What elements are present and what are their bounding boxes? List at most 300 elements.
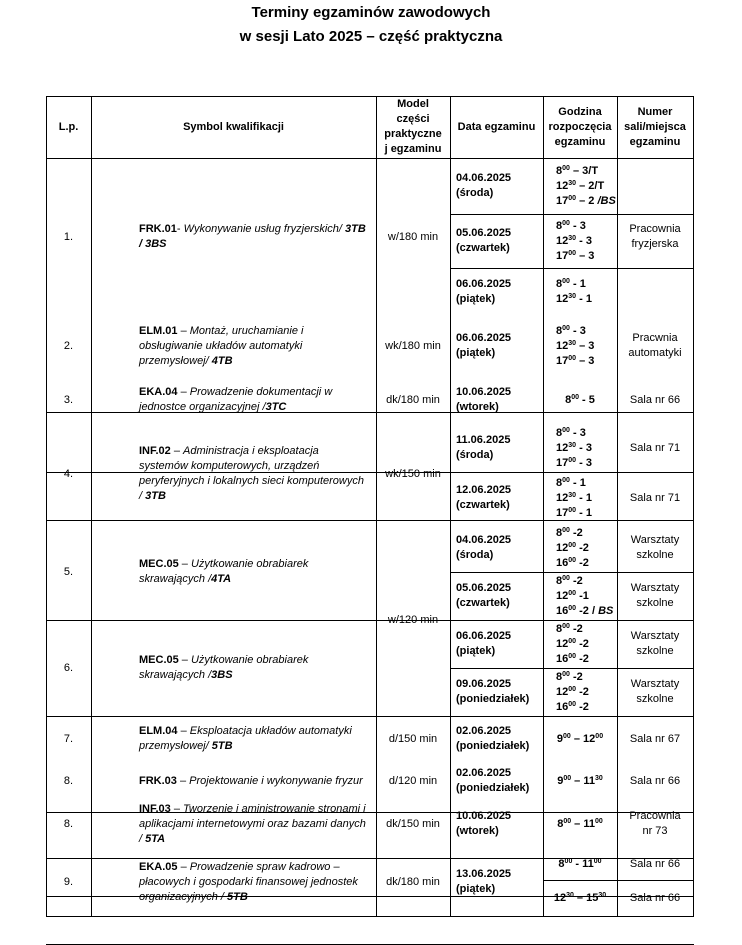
code: ELM.01 [139,324,178,337]
desc: Użytkowanie obrabiarek skrawających / [139,654,309,681]
hour: 8 [556,278,563,290]
qualification-symbol [91,524,376,620]
date-line: 11.06.2025 [456,434,511,446]
row-number: 8. [63,817,74,830]
date-line: 05.06.2025 [456,227,512,239]
row-number: 1. [63,230,74,243]
rest: – 2/T [576,179,605,192]
time-line [556,541,589,556]
sep: – [177,725,190,737]
time-range [557,817,603,832]
header-model: Model części praktyczne j egzaminu [384,98,442,155]
sep: – [170,445,184,457]
date-line: (czwartek) [456,242,510,254]
header-time: Godzina rozpoczęcia egzaminu [548,105,612,148]
desc: Projektowanie i wykonywanie fryzur [189,774,363,787]
exam-date [450,376,543,424]
exam-room: Sala nr 71 [629,491,681,504]
exam-room: Sala nr 66 [629,891,681,904]
minutes: 00 [562,622,570,630]
time-line [556,604,613,619]
exam-model: w/180 min [387,230,439,243]
code: INF.02 [139,445,171,457]
time-line [556,670,583,685]
minutes: 00 [568,249,577,257]
minutes: 00 [563,817,572,825]
desc: Prowadzenie spraw kadrowo – płacowych i gospodarki finansowej jednostek organizacyjnych / [139,860,358,903]
exam-time [543,214,617,268]
minutes: 30 [568,234,577,242]
date-line: (środa) [456,549,494,561]
rest: – 3 [576,339,595,352]
minutes: 30 [568,179,577,187]
exam-room: Pracwnia automatyki [628,332,682,359]
minutes: 00 [562,476,570,484]
code: ELM.04 [139,725,178,737]
exam-room: Warsztaty szkolne [630,534,680,561]
hour: 12 [556,491,569,504]
date-line: 04.06.2025 [456,172,512,184]
rest: – 3 [576,249,595,262]
hour: 12 [556,339,569,352]
qualification-symbol [91,716,376,762]
rest: - 1 [576,506,592,519]
exam-room: Sala nr 67 [629,732,681,745]
code: MEC.05 [139,558,179,570]
exam-date [450,716,543,762]
qualification-text [139,444,370,504]
rule-line [693,96,694,917]
exam-model: dk/180 min [386,393,440,406]
cls: 4TA [211,573,232,585]
exam-date [450,668,543,716]
minutes: 00 [568,700,577,708]
hour: 12 [556,589,569,602]
date-line: (piątek) [456,293,496,305]
time-line [565,393,595,408]
code: MEC.05 [139,654,179,666]
exam-time [543,716,617,762]
time-line [556,456,592,471]
hour: 9 [556,732,564,745]
rest: - 5 [579,393,595,406]
hour: 8 [556,476,563,489]
rest: - 3 [576,234,592,247]
exam-time [543,524,617,572]
rest: - 1 [569,278,586,290]
dash: – [573,891,587,904]
rest: -2 [576,541,589,554]
time-line [556,219,586,234]
rest: -2 [576,652,589,665]
time-line [556,249,594,264]
exam-time [543,316,617,376]
minutes: 00 [595,732,604,740]
hour: 12 [556,179,569,192]
qualification-symbol [91,158,376,316]
date-line: 10.06.2025 [456,386,512,398]
rest: - 3 [576,441,592,454]
minutes: 00 [562,324,570,332]
hour: 16 [556,700,569,713]
exam-date [450,620,543,668]
date-line: 06.06.2025 [456,278,512,290]
minutes: 00 [562,574,570,582]
time-line [556,556,589,571]
exam-date [450,214,543,268]
sep: – [176,774,190,787]
hour: 16 [556,556,569,569]
hour: 8 [556,324,563,337]
desc: Użytkowanie obrabiarek skrawających / [139,558,309,585]
rest: -1 [576,589,589,602]
qualification-symbol [91,800,376,848]
time-line [556,441,592,456]
minutes: 00 [568,652,577,660]
date-line: (czwartek) [456,499,510,511]
cls: 3TC [265,401,287,413]
qualification-symbol [91,762,376,800]
sep: – [177,860,190,873]
exam-date [450,572,543,620]
hour: 8 [556,574,563,587]
hour: 8 [565,393,572,406]
rest: -2 [569,622,583,635]
exam-date [450,316,543,376]
exam-model: wk/150 min [385,467,441,480]
time-line [556,652,589,667]
header-room: Numer sali/miejsca egzaminu [624,105,686,148]
time-line [556,589,589,604]
rest: - 1 [576,491,592,504]
time-line [556,234,592,249]
code: INF.03 [139,802,171,815]
minutes: 00 [563,774,572,782]
date-line: (piątek) [456,347,496,359]
qualification-symbol [91,316,376,376]
exam-time [543,620,617,668]
row-number: 5. [63,565,74,578]
rest: -2 [576,685,589,698]
cls: 5TA [142,832,166,845]
dash: – [570,732,584,745]
rest: - 3 [569,219,586,232]
date-line: 06.06.2025 [456,630,512,642]
date-line: 09.06.2025 [456,678,512,690]
row-number: 9. [63,875,74,888]
exam-date [450,158,543,214]
dash: – [571,817,584,830]
minutes: 00 [562,219,570,227]
hour: 11 [583,817,595,830]
date-line: (wtorek) [456,825,499,837]
hour: 8 [556,670,563,683]
rest: – 3 [576,354,595,367]
time-line [556,324,586,339]
header-lp: L.p. [58,120,79,133]
hour: 8 [556,526,563,539]
exam-room: Warsztaty szkolne [630,678,680,705]
time-line [556,354,594,369]
qualification-text [139,774,370,789]
document-subtitle: w sesji Lato 2025 – część praktyczna [239,28,503,45]
code: FRK.03 [139,774,177,787]
minutes: 00 [568,556,577,564]
time-range [557,774,603,789]
date-line: (środa) [456,187,494,199]
row-number: 3. [63,393,74,406]
minutes: 30 [568,339,577,347]
rest: -2 [576,556,589,569]
minutes: 00 [562,164,570,172]
time-line [556,476,586,491]
row-number: 6. [63,661,74,674]
time-line [556,426,586,441]
minutes: 00 [568,194,577,202]
rest: -2 [569,670,583,683]
exam-room: Sala nr 66 [629,774,681,787]
date-line: (wtorek) [456,401,499,413]
date-line: 06.06.2025 [456,332,512,344]
hour: 17 [556,194,569,207]
exam-time [543,848,617,880]
date-line: 12.06.2025 [456,484,512,496]
hour: 17 [556,354,569,367]
qualification-text [139,724,370,754]
exam-time [543,376,617,424]
minutes: 30 [598,891,607,899]
exam-date [450,848,543,916]
header-symbol: Symbol kwalifikacji [183,120,284,133]
row-number: 8. [63,774,74,787]
date-line: (piątek) [456,645,496,657]
hour: 12 [556,637,569,650]
header-date: Data egzaminu [457,120,536,133]
sep: – [178,558,191,570]
hour: 12 [556,234,569,247]
minutes: 00 [568,456,577,464]
exam-model: dk/150 min [386,817,440,830]
rest: -2 [576,700,589,713]
qualification-text [139,653,370,683]
qualification-text [139,860,370,905]
desc: Tworzenie i aministrowanie stronami i aplikacjami internetowymi oraz bazami danych / [139,802,366,845]
exam-model: d/150 min [388,732,438,745]
minutes: 00 [593,857,602,865]
bs: BS [598,604,614,617]
qualification-symbol [91,424,376,524]
time-line [556,637,589,652]
qualification-symbol [91,376,376,424]
exam-room: Warsztaty szkolne [630,582,680,609]
exam-date [450,268,543,316]
date-line: (piątek) [456,883,496,895]
row-number: 4. [63,467,74,480]
minutes: 00 [568,685,577,693]
exam-date [450,800,543,848]
time-line [556,506,592,521]
hour: 8 [557,817,564,830]
hour: 12 [556,685,569,698]
qualification-text [139,324,370,369]
hour: 8 [556,622,563,635]
date-line: 13.06.2025 [456,868,512,880]
desc: Wykonywanie usług fryzjerskich/ [183,223,342,235]
qualification-text [139,385,370,415]
qualification-text [139,557,370,587]
row-number: 2. [63,339,74,352]
hour: 16 [556,652,569,665]
rest: -2 [569,574,583,587]
minutes: 00 [568,604,577,612]
exam-date [450,424,543,472]
code: FRK.01 [139,223,177,235]
exam-time [543,762,617,800]
rest: - 3 [576,456,592,469]
hour: 17 [556,456,569,469]
minutes: 30 [566,891,574,899]
rest: – 2 [576,194,598,207]
exam-time [543,158,617,214]
date-line: 04.06.2025 [456,534,512,546]
qualification-symbol [91,620,376,716]
minutes: 00 [568,589,577,597]
time-line [556,339,594,354]
minutes: 00 [562,670,570,678]
exam-schedule-table [46,96,693,912]
rest: -2 / [576,604,599,617]
exam-time [543,800,617,848]
minutes: 00 [562,278,570,285]
sep: - [176,223,184,235]
rest: - 3 [569,426,586,439]
date-line: 02.06.2025 [456,725,512,737]
date-line: 10.06.2025 [456,810,512,822]
exam-room: Sala nr 66 [629,393,681,406]
exam-time [543,668,617,716]
sep: – [177,324,190,337]
minutes: 00 [568,541,577,549]
dash: – [571,774,584,787]
rest: - 3 [569,324,586,337]
minutes: 00 [562,426,570,434]
exam-time [543,268,617,316]
time-line [556,179,604,194]
minutes: 30 [568,441,577,449]
desc: Eksploatacja układów automatyki przemysłowej/ [139,725,352,752]
hour: 11 [583,774,595,787]
exam-room: Warsztaty szkolne [630,630,680,657]
date-line: (poniedziałek) [456,693,530,705]
hour: 12 [553,891,567,904]
date-line: 02.06.2025 [456,767,512,779]
exam-model: wk/180 min [385,339,441,352]
sep: – [177,386,190,398]
sep: – [170,802,184,815]
code: EKA.04 [139,386,178,398]
hour: 9 [557,774,564,787]
cls: 3BS [211,669,233,681]
rest: -2 [569,526,583,539]
minutes: 00 [568,637,577,645]
exam-time [543,424,617,472]
code: EKA.05 [139,860,178,873]
time-line [556,700,589,715]
qualification-symbol [91,848,376,916]
date-line: (czwartek) [456,597,510,609]
qualification-text [139,222,370,252]
time-line [556,194,616,209]
date-line: (poniedziałek) [456,782,530,794]
cls: 4TB [208,354,233,367]
hour: 17 [556,249,569,262]
time-range [554,891,606,906]
hour: 12 [556,293,569,305]
time-range [558,857,601,872]
hour: 8 [556,426,563,439]
exam-model: d/120 min [388,774,438,787]
exam-room: Sala nr 71 [629,441,681,454]
exam-room: Pracownia nr 73 [629,810,681,837]
time-line [556,292,592,307]
hour: 12 [556,541,569,554]
cls: 5TB [224,890,248,903]
time-line [556,164,598,179]
hour: 15 [586,891,599,904]
time-line [556,491,592,506]
minutes: 00 [568,506,577,514]
minutes: 30 [595,774,603,782]
time-line [556,622,583,637]
date-line: 05.06.2025 [456,582,512,594]
minutes: 30 [568,491,577,499]
hour: 12 [556,441,569,454]
desc: Montaż, uruchamianie i obsługiwanie układów automatyki przemysłowej/ [139,324,304,367]
cls: 5TB [208,740,233,752]
qualification-text [139,802,370,847]
rest: – 3/T [569,164,599,177]
minutes: 00 [568,354,577,362]
time-line [556,526,583,541]
rest: - 1 [569,476,586,489]
exam-model: w/120 min [387,613,439,626]
rest: -2 [576,637,589,650]
document-title: Terminy egzaminów zawodowych [251,4,491,21]
time-line [556,574,583,589]
minutes: 00 [562,526,570,534]
hour: 12 [583,732,596,745]
cls: 3TB / 3BS [139,223,366,250]
hour: 8 [556,164,563,177]
exam-time [543,572,617,620]
exam-date [450,472,543,524]
hour: 16 [556,604,569,617]
rest: - 1 [576,293,592,305]
hour: 8 [556,219,563,232]
time-line [556,685,589,700]
sep: – [178,654,191,666]
minutes: 00 [595,817,603,825]
minutes: 00 [564,857,573,865]
desc: Prowadzenie dokumentacji w jednostce organizacyjnej / [139,386,333,413]
bs: /BS [597,194,616,207]
exam-date [450,762,543,800]
desc: Administracja i eksploatacja systemów komputerowych, urządzeń peryferyjnych i lokalnych sieci komputerowych / [139,445,364,502]
minutes: 30 [568,293,577,300]
time-range [557,732,603,747]
hour: 17 [556,506,569,519]
rule-line [46,916,694,917]
